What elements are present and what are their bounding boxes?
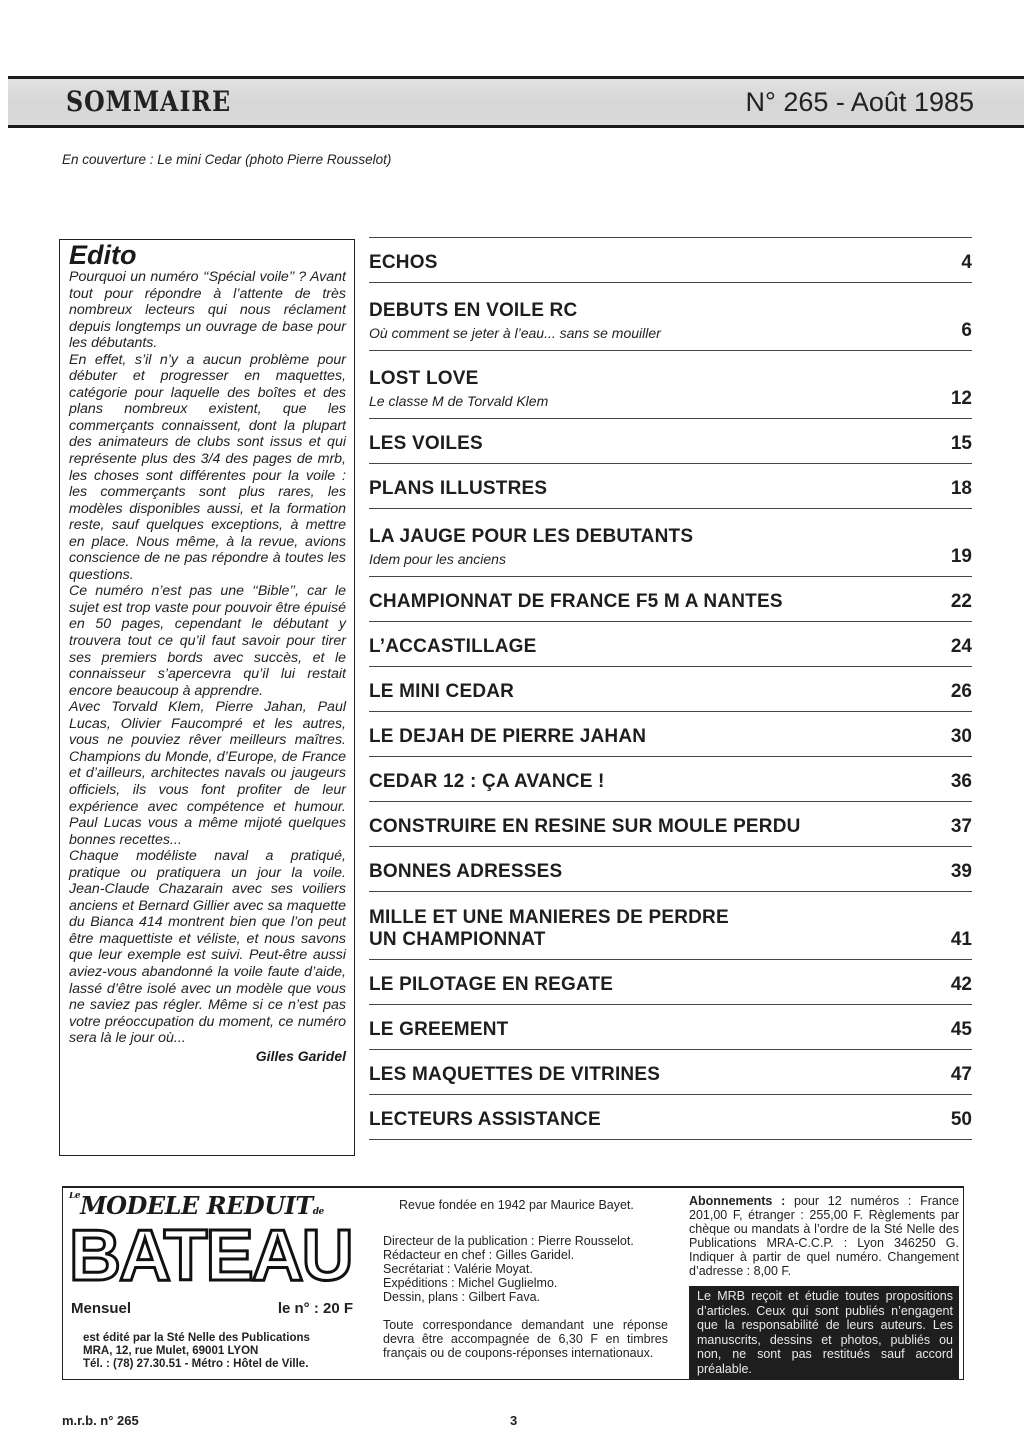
staff-line: Rédacteur en chef : Gilles Garidel. [383, 1248, 575, 1262]
masthead-box [62, 1186, 964, 1380]
toc-item-greement[interactable] [369, 1005, 972, 1049]
edito-signature: Gilles Garidel [255, 1047, 346, 1064]
toc-item-page: 45 [950, 1019, 972, 1040]
toc-item-title: ECHOS [369, 252, 438, 273]
publisher-line: est édité par la Sté Nelle des Publications [83, 1332, 310, 1344]
toc-item-page: 41 [950, 929, 972, 950]
frequency: Mensuel [71, 1300, 132, 1317]
toc-item-page: 15 [950, 433, 972, 454]
toc-item-debuts-en-voile-rc[interactable] [369, 283, 972, 350]
toc-item-plans-illustres[interactable] [369, 464, 972, 508]
toc-item-page: 47 [950, 1064, 972, 1085]
toc-item-text [369, 726, 935, 748]
submission-notice: Le MRB reçoit et étudie toutes propositions d’articles. Ceux qui sont publiés n’engagent que la responsabilité de leurs auteurs. Les manuscrits, dessins et photos, publiés ou non, ne sont pas restitués sauf accord préalable. [689, 1286, 959, 1379]
footer-issue-ref: m.r.b. n° 265 [62, 1413, 139, 1428]
toc-item-text [369, 526, 935, 568]
toc-item-title: MILLE ET UNE MANIERES DE PERDRE [369, 907, 729, 928]
toc-item-text [369, 591, 935, 613]
toc-item-championnat[interactable] [369, 577, 972, 621]
page-title: SOMMAIRE [66, 85, 231, 118]
toc-item-title-line2: UN CHAMPIONNAT [369, 929, 546, 950]
toc-item-text [369, 636, 935, 658]
edito-body [69, 269, 346, 1047]
toc-item-text [369, 681, 935, 703]
toc-item-cedar-12[interactable] [369, 757, 972, 801]
frequency-price-row [71, 1300, 353, 1318]
toc-item-pilotage[interactable] [369, 960, 972, 1004]
toc-item-title: PLANS ILLUSTRES [369, 478, 548, 499]
edito-paragraph: Chaque modéliste naval a pratiqué, pratique ou pratiquera un jour la voile. Jean-Claude Chazarain avec ses voiliers anciens et Bernard Gillier avec sa maquette du Bianca 414 montrent bien que l’on peut être maquettiste et véliste, et nous savons que leur exemple est suivi. Peut-être aussi aviez-vous abandonné la voile faute d’aide, lassé d’être isolé avec un modèle que vous ne saviez pas régler. Même si ce n’est pas votre préoccupation du moment, ce numéro sera là le jour où... [69, 848, 346, 1047]
publisher-line: MRA, 12, rue Mulet, 69001 LYON [83, 1345, 259, 1357]
staff-line: Dessin, plans : Gilbert Fava. [383, 1290, 541, 1304]
subscriptions-label: Abonnements : [689, 1194, 786, 1208]
toc-item-title: LES VOILES [369, 433, 483, 454]
toc-item-title: L’ACCASTILLAGE [369, 636, 537, 657]
founded-note: Revue fondée en 1942 par Maurice Bayet. [399, 1198, 634, 1212]
logo-prefix: Le [69, 1192, 81, 1201]
toc-item-text [369, 368, 935, 410]
table-of-contents [369, 237, 972, 1140]
toc-item-subtitle: Idem pour les anciens [369, 551, 506, 567]
toc-item-page: 39 [950, 861, 972, 882]
toc-item-title: LECTEURS ASSISTANCE [369, 1109, 601, 1130]
subscriptions-info [689, 1194, 959, 1278]
toc-item-lecteurs-assistance[interactable] [369, 1095, 972, 1139]
toc-item-page: 4 [961, 252, 972, 273]
toc-item-subtitle: Le classe M de Torvald Klem [369, 393, 549, 409]
toc-item-title: CONSTRUIRE EN RESINE SUR MOULE PERDU [369, 816, 801, 837]
cover-caption: En couverture : Le mini Cedar (photo Pierre Rousselot) [62, 152, 392, 167]
staff-column [383, 1198, 668, 1360]
toc-item-page: 50 [950, 1109, 972, 1130]
toc-item-maquettes-de-vitrines[interactable] [369, 1050, 972, 1094]
toc-item-page: 30 [950, 726, 972, 747]
toc-item-lost-love[interactable] [369, 351, 972, 418]
toc-item-text [369, 478, 935, 500]
toc-item-text [369, 816, 935, 838]
toc-item-text [369, 861, 935, 883]
toc-item-title: BONNES ADRESSES [369, 861, 563, 882]
toc-item-title: LE MINI CEDAR [369, 681, 515, 702]
issue-number: N° 265 - Août 1985 [745, 87, 974, 117]
toc-item-bonnes-adresses[interactable] [369, 847, 972, 891]
subscriptions-text: pour 12 numéros : France 201,00 F, étranger : 255,00 F. Règlements par chèque ou mandats à l’ordre de la Sté Nelle des Publications MRA-C.C.P. : Lyon 346250 G. Indiquer à partir de quel numéro. Changement d’adresse : 8,00 F. [689, 1194, 959, 1278]
toc-item-page: 22 [950, 591, 972, 612]
toc-item-text [369, 974, 935, 996]
toc-item-page: 36 [950, 771, 972, 792]
toc-item-text [369, 252, 945, 274]
staff-line: Directeur de la publication : Pierre Rousselot. [383, 1234, 634, 1248]
toc-item-page: 6 [961, 320, 972, 341]
toc-item-echos[interactable] [369, 238, 972, 282]
edito-box [59, 239, 355, 1156]
edito-paragraph: Ce numéro n’est pas une ‘‘Bible’’, car le sujet est trop vaste pour pouvoir être épuisé en 50 pages, cependant le débutant y trouvera tout ce qu’il faut savoir pour tirer ses premiers bords avec succès, et le connaisseur s’apercevra qu’il lui restait encore beaucoup à apprendre. [69, 583, 346, 699]
toc-item-page: 37 [950, 816, 972, 837]
toc-item-page: 42 [950, 974, 972, 995]
logo-bateau: BATEAU [69, 1216, 352, 1292]
toc-item-page: 12 [950, 388, 972, 409]
toc-item-les-voiles[interactable] [369, 419, 972, 463]
toc-item-title: LES MAQUETTES DE VITRINES [369, 1064, 661, 1085]
subscriptions-column [689, 1194, 959, 1379]
toc-item-mille-et-une-manieres[interactable] [369, 892, 972, 959]
toc-item-title: LE DEJAH DE PIERRE JAHAN [369, 726, 647, 747]
toc-item-mini-cedar[interactable] [369, 667, 972, 711]
toc-item-page: 24 [950, 636, 972, 657]
magazine-logo [69, 1192, 357, 1292]
toc-item-text [369, 907, 935, 951]
toc-item-subtitle: Où comment se jeter à l’eau... sans se mouiller [369, 325, 661, 341]
price: le n° : 20 F [277, 1300, 353, 1317]
staff-line: Secrétariat : Valérie Moyat. [383, 1262, 533, 1276]
masthead-left-column [69, 1192, 359, 1376]
toc-item-text [369, 433, 935, 455]
toc-item-text [369, 1109, 935, 1131]
toc-item-title: LE GREEMENT [369, 1019, 509, 1040]
staff-line: Expéditions : Michel Guglielmo. [383, 1276, 558, 1290]
edito-title: Edito [69, 240, 137, 270]
edito-paragraph: Avec Torvald Klem, Pierre Jahan, Paul Lucas, Olivier Faucompré et les autres, vous ne pouviez rêver meilleurs maîtres. Champions du Monde, d’Europe, de France et d’ailleurs, architectes navals ou jaugeurs officiels, ils vous font profiter de leur expérience avec compétence et humour. Paul Lucas vous a même mijoté quelques bonnes recettes... [69, 699, 346, 848]
publisher-info [83, 1332, 359, 1371]
toc-item-title: CEDAR 12 : ÇA AVANCE ! [369, 771, 605, 792]
toc-item-title: LA JAUGE POUR LES DEBUTANTS [369, 526, 694, 547]
toc-item-page: 19 [950, 546, 972, 567]
staff-list [383, 1234, 668, 1304]
header-band [8, 76, 1024, 128]
toc-item-text [369, 1019, 935, 1041]
toc-item-la-jauge[interactable] [369, 509, 972, 576]
toc-item-text [369, 1064, 935, 1086]
toc-item-page: 18 [950, 478, 972, 499]
edito-paragraph: En effet, s’il n’y a aucun problème pour débuter et progresser en maquettes, catégorie pour laquelle des boîtes et des plans nombreux existent, que les commerçants connaissent, dont la plupart des animateurs de clubs sont issus et qui représente plus des 3/4 des pages de mrb, les choses sont différentes pour la voile : les commerçants sont plus rares, les modèles disponibles aussi, et la formation reste, sauf quelques exceptions, à mettre en place. Nous même, à la revue, avions conscience de ne pas répondre à toutes les questions. [69, 351, 346, 583]
toc-item-title: DEBUTS EN VOILE RC [369, 300, 578, 321]
toc-item-construire-en-resine[interactable] [369, 802, 972, 846]
correspondence-note: Toute correspondance demandant une réponse devra être accompagnée de 6,30 F en timbres français ou de coupons-réponses internationaux. [383, 1318, 668, 1360]
toc-item-dejah[interactable] [369, 712, 972, 756]
logo-suffix: de [312, 1207, 324, 1217]
publisher-line: Tél. : (78) 27.30.51 - Métro : Hôtel de Ville. [83, 1358, 309, 1370]
toc-item-accastillage[interactable] [369, 622, 972, 666]
toc-item-text [369, 300, 945, 342]
toc-item-text [369, 771, 935, 793]
toc-item-title: LE PILOTAGE EN REGATE [369, 974, 614, 995]
toc-item-title: CHAMPIONNAT DE FRANCE F5 M A NANTES [369, 591, 783, 612]
toc-item-title: LOST LOVE [369, 368, 479, 389]
logo-title: MODELE REDUIT [80, 1192, 313, 1220]
page-number: 3 [510, 1413, 518, 1428]
toc-item-page: 26 [950, 681, 972, 702]
edito-paragraph: Pourquoi un numéro ‘‘Spécial voile’’ ? Avant tout pour répondre à l’attente de très nombreux lecteurs qui nous réclament depuis longtemps un ouvrage de base pour les débutants. [69, 269, 346, 352]
toc-divider [369, 1139, 972, 1140]
